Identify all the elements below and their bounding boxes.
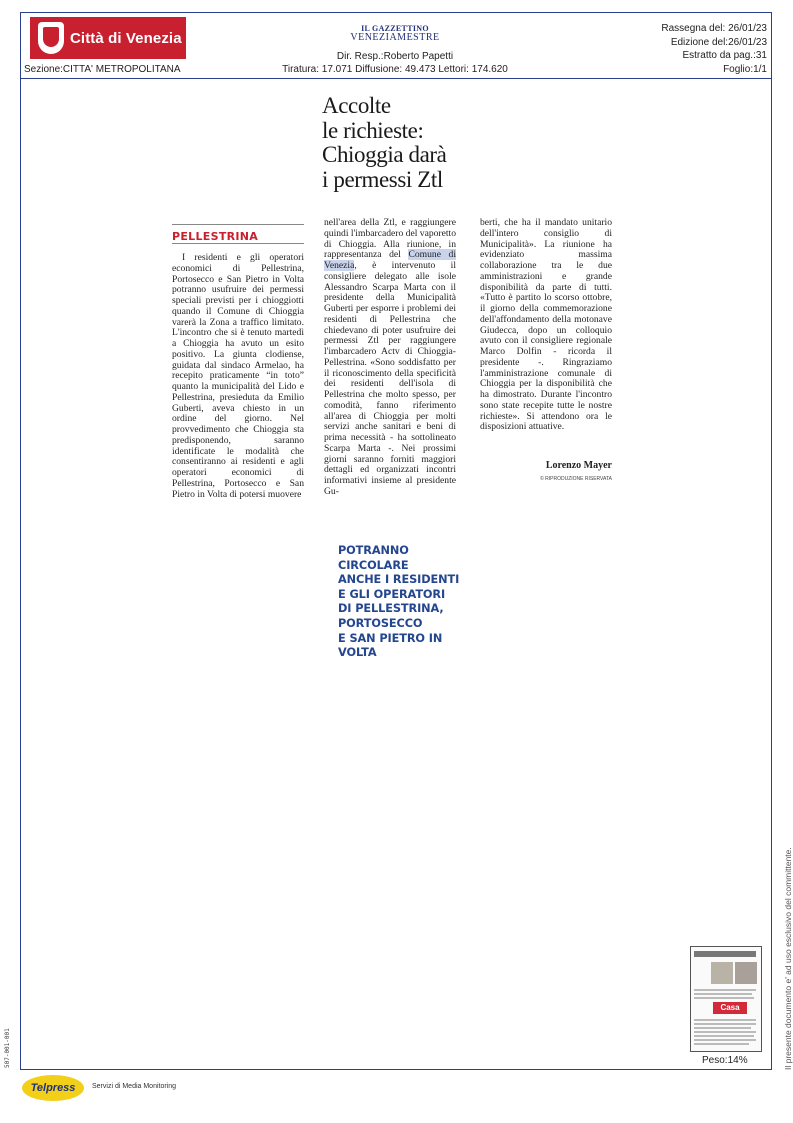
thumbnail-title-bar [694,951,756,957]
pull-quote [338,544,468,661]
pull-quote-line: POTRANNO CIRCOLARE [338,544,409,572]
pull-quote-line: ANCHE I RESIDENTI [338,573,460,587]
venice-crest-icon [38,22,64,54]
pull-quote-line: E GLI OPERATORI [338,587,446,601]
highlighted-entity: Comune di Venezia [324,249,457,271]
article-column-3 [480,218,612,433]
page-thumbnail[interactable] [690,946,762,1052]
article-column-1 [172,253,304,500]
headline-line: le richieste: [322,117,424,143]
thumbnail-text-line [694,1019,756,1021]
masthead-bottom: VENEZIAMESTRE [350,32,440,43]
article-headline [322,94,522,192]
thumbnail-casa-badge: Casa [713,1002,747,1014]
thumbnail-image [711,962,733,984]
rassegna-date: Rassegna del: 26/01/23 [661,23,767,34]
masthead-top: IL GAZZETTINO [361,24,429,33]
weight-percentage: Peso:14% [702,1055,748,1066]
headline-line: Chioggia darà [322,142,447,167]
thumbnail-text-line [694,1027,751,1029]
pull-quote-line: E SAN PIETRO IN VOLTA [338,631,443,660]
logo-label: Città di Venezia [70,29,182,47]
telpress-label: Telpress [30,1082,76,1094]
column-text-start: nell'area della Ztl, e raggiungere quindi l'imbarcadero del vaporetto di Chioggia. Alla riunione, in rappresentanza del [324,217,456,261]
pull-quote-line: PORTOSECCO [338,616,423,630]
thumbnail-text-line [694,997,754,999]
column-text-end: , è intervenuto il consigliere delegato alle isole Alessandro Scarpa Marta con il presidente della Municipalità Guberti per esporre i problemi dei residenti di Pellestrina che chiedevano di poter usufruire dei permessi Ztl per raggiungere l'imbarcadero Actv di Chioggia-Pellestrina. «Sono soddisfatto per il riconoscimento della specificità dei residenti dell'isola di Pellestrina che molto spesso, per comodità, fanno riferimento all'area di Chioggia per molti servizi anche sanitari e beni di prima necessità - ha sottolineato Scarpa Marta -. Nei prossimi giorni saranno forniti maggiori dettagli ed organizzati incontri informativi insieme al presidente Gu- [324,260,456,497]
thumbnail-text-line [694,993,752,995]
thumbnail-text-line [694,1023,756,1025]
kicker-divider [172,243,304,244]
column-text: berti, che ha il mandato unitario dell'intero consiglio di Municipalità». La riunione ha evidenziato massima collaborazione tra le due amministrazioni e grande disponibilità da parte di tutti. «Tutto è partito lo scorso ottobre, il giorno della commemorazione dell'affondamento della motonave Giudecca, dopo un colloquio avuto con il consigliere regionale Marco Dolfin - ricorda il presidente -. Ringraziamo l'amministrazione comunale di Chioggia per la disponibilità che ha dimostrato. Durante l'incontro sono state recepite tutte le nostre richieste». Si attendono ora le disposizioni attuative. [480,217,612,433]
document-code: 507-001-001 [4,1028,11,1068]
circulation-line: Tiratura: 17.071 Diffusione: 49.473 Lettori: 174.620 [282,64,508,75]
column-text [324,218,456,498]
newspaper-masthead [330,24,460,43]
thumbnail-text-line [694,1031,756,1033]
edizione-date: Edizione del:26/01/23 [670,36,767,48]
thumbnail-text-line [694,989,756,991]
estratto-page: Estratto da pag.:31 [682,50,767,61]
thumbnail-text-line [694,1043,749,1045]
clipping-meta [661,22,767,76]
headline-line: i permessi Ztl [322,166,443,192]
headline-line: Accolte [322,93,391,118]
thumbnail-text-line [694,1039,756,1041]
thumbnail-image [735,962,757,984]
citta-di-venezia-logo [30,17,186,59]
service-label: Servizi di Media Monitoring [92,1083,177,1090]
thumbnail-text-line [694,1035,754,1037]
section-label: Sezione:CITTA' METROPOLITANA [24,64,181,75]
telpress-logo [22,1075,84,1101]
foglio-count: Foglio:1/1 [723,63,767,75]
rights-notice: © RIPRODUZIONE RISERVATA [540,476,612,482]
pull-quote-line: DI PELLESTRINA, [338,602,444,616]
column-text: I residenti e gli operatori economici di Pellestrina, Portosecco e San Pietro in Volta potranno usufruire dei permessi speciali previsti per i chioggiotti quando il Comune di Chioggia varerà la Zona a traffico limitato. L'incontro che si è tenuto martedì a Chioggia ha avuto un esito positivo. La giunta clodiense, guidata dal sindaco Armelao, ha recepito praticamente “in toto” quanto la municipalità del Lido e Pellestrina, presieduta da Emilio Guberti, aveva chiesto in un ordine del giorno. Nel provvedimento che Chioggia sta predisponendo, saranno identificate le modalità che consentiranno ai residenti e agli operatori economici di Pellestrina, Portosecco e San Pietro in Volta di potersi muovere [172,252,304,500]
author-signature: Lorenzo Mayer [545,460,612,471]
header-divider [20,78,772,79]
director-line: Dir. Resp.:Roberto Papetti [336,51,454,62]
article-kicker: PELLESTRINA [172,224,304,243]
article-column-2 [324,218,456,498]
usage-notice: Il presente documento e' ad uso esclusivo del committente. [783,847,793,1070]
